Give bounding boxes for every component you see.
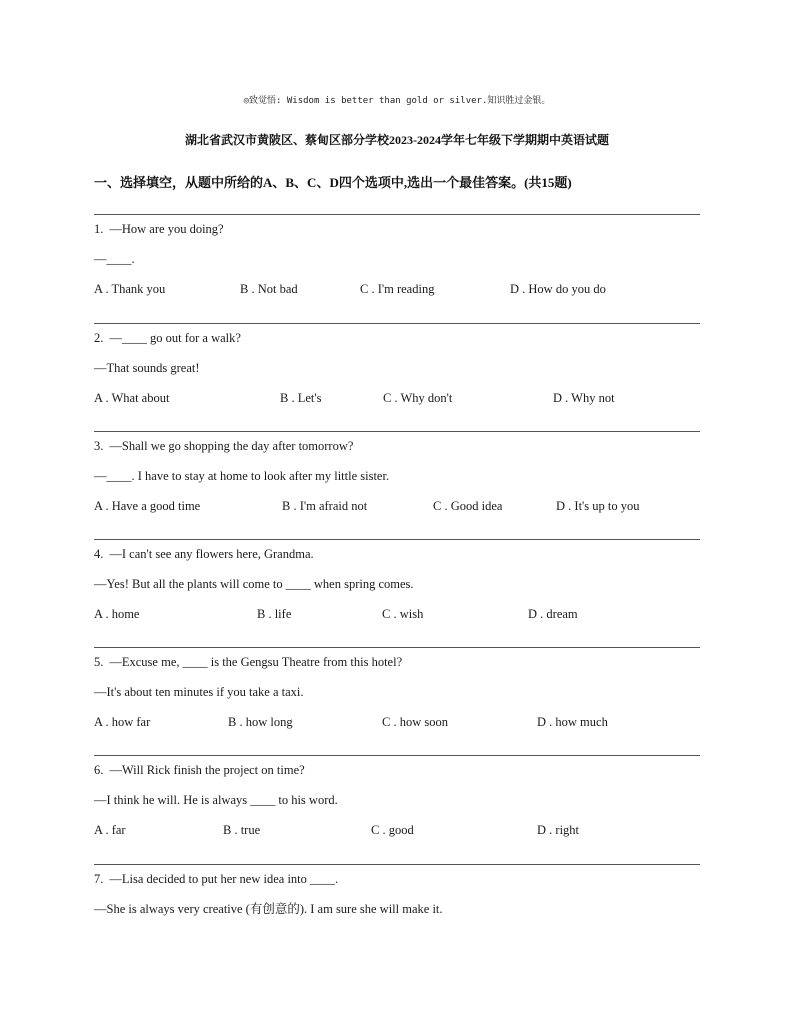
divider xyxy=(94,431,700,432)
options-row xyxy=(94,499,700,519)
question-4 xyxy=(94,539,700,627)
question-line: —I can't see any flowers here, Grandma. xyxy=(109,547,314,561)
question-number: 4. xyxy=(94,547,104,561)
option-d[interactable]: D . Why not xyxy=(553,391,615,405)
options-row xyxy=(94,607,700,627)
question-line: —____ go out for a walk? xyxy=(109,331,241,345)
question-6 xyxy=(94,755,700,843)
option-b[interactable]: B . life xyxy=(257,607,292,621)
option-c[interactable]: C . wish xyxy=(382,607,424,621)
option-a[interactable]: A . far xyxy=(94,823,126,837)
response-line: —Yes! But all the plants will come to ____ when spring comes. xyxy=(94,577,414,591)
question-number: 7. xyxy=(94,872,104,886)
option-d[interactable]: D . It's up to you xyxy=(556,499,640,513)
question-number: 1. xyxy=(94,222,104,236)
document-title: 湖北省武汉市黄陂区、蔡甸区部分学校2023-2024学年七年级下学期期中英语试题 xyxy=(185,133,609,147)
divider xyxy=(94,647,700,648)
question-stem xyxy=(94,331,700,361)
option-c[interactable]: C . Why don't xyxy=(383,391,453,405)
question-2 xyxy=(94,323,700,411)
option-d[interactable]: D . dream xyxy=(528,607,578,621)
option-a[interactable]: A . home xyxy=(94,607,140,621)
question-3 xyxy=(94,431,700,519)
response-line: —It's about ten minutes if you take a taxi. xyxy=(94,685,304,699)
response-line: —____. I have to stay at home to look after my little sister. xyxy=(94,469,390,483)
question-1 xyxy=(94,214,700,302)
option-b[interactable]: B . I'm afraid not xyxy=(282,499,368,513)
options-row xyxy=(94,282,700,302)
option-d[interactable]: D . How do you do xyxy=(510,282,606,296)
option-a[interactable]: A . how far xyxy=(94,715,151,729)
question-stem xyxy=(94,439,700,469)
options-row xyxy=(94,823,700,843)
question-stem xyxy=(94,655,700,685)
question-stem xyxy=(94,872,700,902)
divider xyxy=(94,539,700,540)
response-line: —She is always very creative (有创意的). I am sure she will make it. xyxy=(94,902,443,916)
section-title: 一、选择填空，从题中所给的A、B、C、D四个选项中,选出一个最佳答案。(共15题) xyxy=(94,175,572,190)
divider xyxy=(94,864,700,865)
option-c[interactable]: C . good xyxy=(371,823,414,837)
question-number: 6. xyxy=(94,763,104,777)
option-c[interactable]: C . how soon xyxy=(382,715,448,729)
option-a[interactable]: A . Have a good time xyxy=(94,499,201,513)
response-line: —I think he will. He is always ____ to his word. xyxy=(94,793,338,807)
option-a[interactable]: A . Thank you xyxy=(94,282,166,296)
question-stem xyxy=(94,222,700,252)
question-stem xyxy=(94,547,700,577)
response-line: —____. xyxy=(94,252,135,266)
question-number: 3. xyxy=(94,439,104,453)
question-line: —How are you doing? xyxy=(109,222,224,236)
option-d[interactable]: D . how much xyxy=(537,715,608,729)
question-number: 2. xyxy=(94,331,104,345)
option-c[interactable]: C . Good idea xyxy=(433,499,503,513)
option-b[interactable]: B . true xyxy=(223,823,261,837)
question-stem xyxy=(94,763,700,793)
motto: ◎致觉悟: Wisdom is better than gold or silver.知识胜过金银。 xyxy=(243,96,551,106)
options-row xyxy=(94,391,700,411)
divider xyxy=(94,323,700,324)
option-b[interactable]: B . how long xyxy=(228,715,293,729)
question-line: —Will Rick finish the project on time? xyxy=(109,763,305,777)
option-b[interactable]: B . Not bad xyxy=(240,282,298,296)
question-number: 5. xyxy=(94,655,104,669)
question-line: —Shall we go shopping the day after tomorrow? xyxy=(109,439,354,453)
question-line: —Lisa decided to put her new idea into ____. xyxy=(109,872,339,886)
divider xyxy=(94,755,700,756)
question-7 xyxy=(94,864,700,932)
options-row xyxy=(94,715,700,735)
option-c[interactable]: C . I'm reading xyxy=(360,282,435,296)
option-d[interactable]: D . right xyxy=(537,823,580,837)
option-a[interactable]: A . What about xyxy=(94,391,170,405)
question-line: —Excuse me, ____ is the Gengsu Theatre from this hotel? xyxy=(109,655,403,669)
divider xyxy=(94,214,700,215)
option-b[interactable]: B . Let's xyxy=(280,391,322,405)
question-5 xyxy=(94,647,700,735)
response-line: —That sounds great! xyxy=(94,361,200,375)
